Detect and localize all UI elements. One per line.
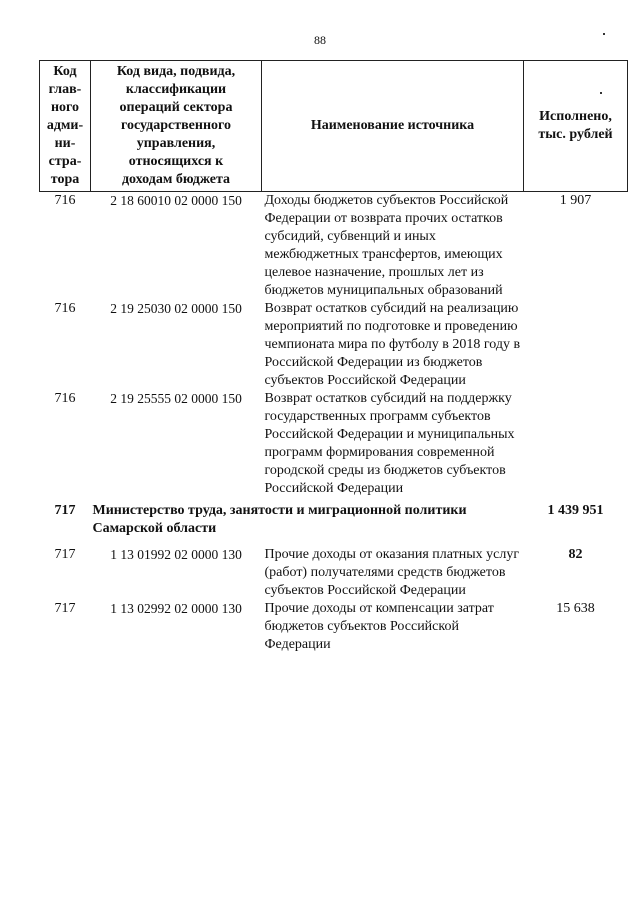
classification-code-cell: 1 13 02992 02 0000 130 — [110, 601, 242, 616]
amount-cell: 1 907 — [559, 193, 592, 208]
table-row — [40, 192, 628, 301]
classification-code-cell: 2 18 60010 02 0000 150 — [110, 193, 242, 208]
ministry-total: 1 439 951 — [547, 503, 604, 518]
scan-speck — [600, 92, 602, 94]
admin-code-cell: 717 — [54, 547, 76, 562]
ministry-group-row — [40, 498, 628, 538]
header-classification-code: Код вида, подвида, классификации операций сектора государственного управления, относящихся к доходам бюджета — [91, 61, 262, 192]
ministry-name: Министерство труда, занятости и миграционной политики Самарской области — [92, 503, 467, 536]
classification-code-cell: 1 13 01992 02 0000 130 — [110, 547, 242, 562]
header-executed: Исполнено, тыс. рублей — [524, 61, 628, 192]
table-row — [40, 600, 628, 654]
source-name-cell: Прочие доходы от оказания платных услуг (работ) получателями средств бюджетов субъектов Российской Федерации — [264, 547, 520, 598]
admin-code-cell: 716 — [54, 301, 76, 316]
amount-cell — [524, 390, 628, 498]
scan-speck — [603, 33, 605, 35]
budget-revenue-table — [39, 60, 628, 654]
admin-code-cell: 716 — [54, 391, 76, 406]
table-row — [40, 538, 628, 600]
amount-cell — [524, 300, 628, 390]
header-admin-code: Код глав- ного адми- ни- стра- тора — [40, 61, 91, 192]
classification-code-cell: 2 19 25555 02 0000 150 — [110, 391, 242, 406]
source-name-cell: Возврат остатков субсидий на поддержку государственных программ субъектов Российской Федерации и муниципальных программ формирования современной городской среды из бюджетов субъектов Российской Федерации — [264, 391, 515, 496]
source-name-cell: Прочие доходы от компенсации затрат бюджетов субъектов Российской Федерации — [264, 601, 494, 652]
header-source-name: Наименование источника — [262, 61, 524, 192]
source-name-cell: Доходы бюджетов субъектов Российской Федерации от возврата прочих остатков субсидий, субвенций и иных межбюджетных трансфертов, имеющих целевое назначение, прошлых лет из бюджетов муниципальных образований — [264, 193, 509, 298]
amount-cell: 15 638 — [556, 601, 595, 616]
table-row — [40, 390, 628, 498]
admin-code-cell: 717 — [54, 601, 76, 616]
table-row — [40, 300, 628, 390]
classification-code-cell: 2 19 25030 02 0000 150 — [110, 301, 242, 316]
admin-code-cell: 717 — [54, 503, 76, 518]
source-name-cell: Возврат остатков субсидий на реализацию мероприятий по подготовке и проведению чемпионата мира по футболу в 2018 году в Российской Федерации из бюджетов субъектов Российской Федерации — [264, 301, 521, 388]
table-header-row — [40, 61, 628, 192]
amount-cell: 82 — [568, 547, 583, 562]
admin-code-cell: 716 — [54, 193, 76, 208]
page-number: 88 — [314, 33, 326, 47]
